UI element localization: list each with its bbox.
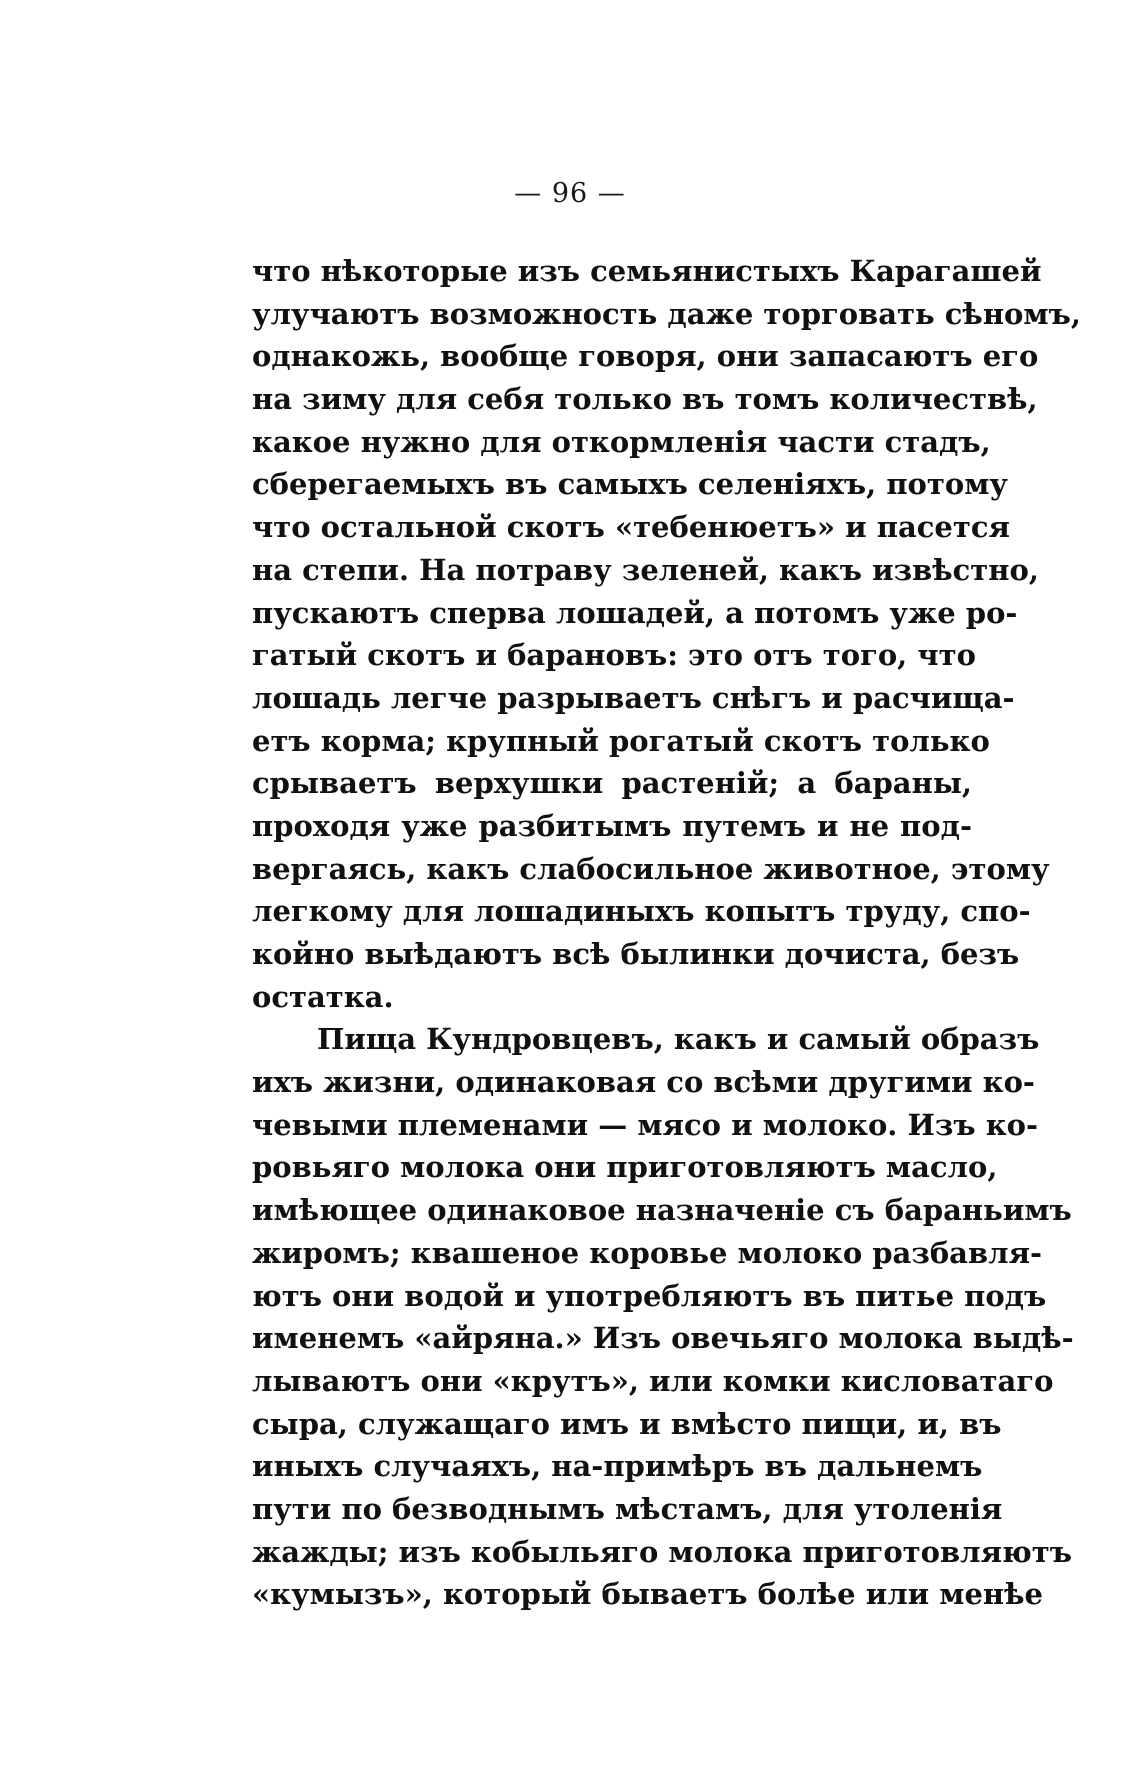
paragraph-end-line: остатка. [252,979,394,1014]
text-line: легкому для лошадиныхъ копытъ труду, спо- [252,894,1031,929]
text-line: лошадь легче разрываетъ снѣгъ и расчища- [252,680,1015,715]
text-line: койно выѣдаютъ всѣ былинки дочиста, безъ [252,937,1020,971]
text-line: улучаютъ возможность даже торговать сѣномъ, [252,296,1081,331]
text-line: етъ корма; крупный рогатый скотъ только [252,723,990,758]
text-line: иныхъ случаяхъ, на-примѣръ въ дальнемъ [252,1449,983,1484]
text-line: однакожь, вообще говоря, они запасаютъ его [252,339,1039,374]
text-line: на зиму для себя только въ томъ количествѣ, [252,382,1038,417]
text-line: проходя уже разбитымъ путемъ и не под- [252,808,972,843]
paragraph-start-line: Пища Кундровцевъ, какъ и самый образъ [317,1022,1040,1057]
body-text [252,250,1081,1616]
text-line: ютъ они водой и употребляютъ въ питье подъ [252,1278,1047,1313]
text-line: ихъ жизни, одинаковая со всѣми другими ко- [252,1065,1035,1100]
text-line: на степи. На потраву зеленей, какъ извѣстно, [252,552,1039,587]
text-line: что нѣкоторые изъ семьянистыхъ Карагашей [252,254,1042,288]
text-line: ровьяго молока они приготовляютъ масло, [252,1150,998,1185]
text-line: сберегаемыхъ въ самыхъ селеніяхъ, потому [252,467,1008,502]
text-line: именемъ «айряна.» Изъ овечьяго молока выдѣ- [252,1321,1074,1356]
text-line: срываетъ верхушки растеній; а бараны, [252,766,972,801]
text-line: гатый скотъ и барановъ: это отъ того, что [252,638,976,673]
text-line: лываютъ они «крутъ», или комки кисловатаго [252,1363,1054,1398]
text-line: жажды; изъ кобыльяго молока приготовляютъ [252,1534,1072,1569]
text-line: какое нужно для откормленія части стадъ, [252,424,991,459]
text-line: жиромъ; квашеное коровье молоко разбавля- [252,1235,1043,1270]
text-line: чевыми племенами — мясо и молоко. Изъ ко- [252,1107,1039,1142]
text-line: пути по безводнымъ мѣстамъ, для утоленія [252,1491,1003,1526]
text-line: что остальной скотъ «тебенюетъ» и пасется [252,510,1010,545]
text-line: имѣющее одинаковое назначеніе съ бараньимъ [252,1193,1072,1228]
text-line: пускаютъ сперва лошадей, а потомъ уже ро- [252,595,1018,630]
text-line: сыра, служащаго имъ и вмѣсто пищи, и, въ [252,1406,1002,1441]
text-line: «кумызъ», который бываетъ болѣе или менѣе [252,1577,1043,1612]
text-line: вергаясь, какъ слабосильное животное, этому [252,851,1050,886]
page-number: — 96 — [514,178,626,209]
